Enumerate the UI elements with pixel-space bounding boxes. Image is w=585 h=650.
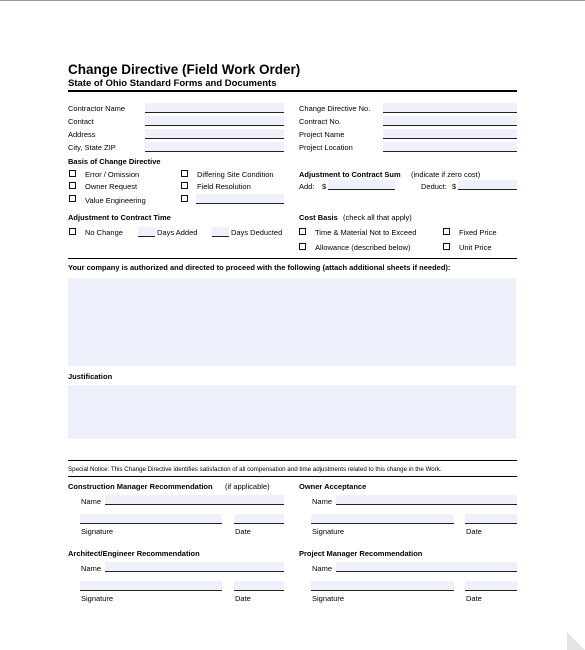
owner-name-field[interactable] [336, 495, 517, 505]
form-title: Change Directive (Field Work Order) [68, 62, 301, 77]
address-field[interactable] [145, 129, 284, 139]
error-omission-checkbox[interactable] [69, 170, 76, 177]
ae-heading: Architect/Engineer Recommendation [68, 549, 200, 558]
form-subtitle: State of Ohio Standard Forms and Documents [68, 78, 277, 89]
cost-basis-heading: Cost Basis [299, 213, 338, 222]
special-notice: Special Notice: This Change Directive identifies satisfaction of all compensation and time adjustments related to this change in the Work. [68, 466, 442, 473]
authorization-text-area[interactable] [68, 278, 516, 366]
no-change-label: No Change [85, 228, 123, 237]
project-name-field[interactable] [383, 129, 517, 139]
page-curl [567, 632, 585, 650]
owner-request-checkbox[interactable] [69, 182, 76, 189]
differing-site-condition-label: Differing Site Condition [197, 170, 274, 179]
deduct-currency: $ [452, 182, 457, 191]
pm-heading: Project Manager Recommendation [299, 549, 423, 558]
project-location-label: Project Location [299, 143, 353, 152]
contact-label: Contact [68, 117, 94, 126]
owner-signature-label: Signature [312, 527, 345, 536]
ae-signature-field[interactable] [80, 581, 222, 591]
other-basis-field[interactable] [196, 194, 284, 204]
header-rule [68, 90, 517, 92]
authorization-heading: Your company is authorized and directed to proceed with the following (attach additional sheets if needed): [68, 263, 451, 272]
time-material-label: Time & Material Not to Exceed [315, 228, 417, 237]
cost-basis-note: (check all that apply) [343, 213, 412, 222]
page-edge [0, 0, 585, 1]
pm-date-field[interactable] [465, 581, 517, 591]
add-amount-field[interactable] [328, 180, 395, 190]
days-added-field[interactable] [138, 227, 155, 237]
contract-no-label: Contract No. [299, 117, 342, 126]
pm-name-field[interactable] [336, 562, 517, 572]
unit-price-label: Unit Price [459, 243, 492, 252]
cm-date-field[interactable] [234, 514, 284, 524]
justification-text-area[interactable] [68, 385, 516, 439]
add-currency: $ [322, 182, 327, 191]
fixed-price-checkbox[interactable] [443, 228, 450, 235]
owner-request-label: Owner Request [85, 182, 138, 191]
justification-heading: Justification [68, 372, 113, 381]
basis-heading: Basis of Change Directive [68, 157, 161, 166]
fixed-price-label: Fixed Price [459, 228, 497, 237]
owner-date-field[interactable] [465, 514, 517, 524]
add-label: Add: [299, 182, 315, 191]
deduct-amount-field[interactable] [458, 180, 517, 190]
pm-name-label: Name [312, 564, 333, 573]
pm-signature-field[interactable] [311, 581, 454, 591]
error-omission-label: Error / Omission [85, 170, 140, 179]
notice-bottom-rule [68, 476, 517, 477]
cm-name-label: Name [81, 497, 102, 506]
days-deducted-label: Days Deducted [231, 228, 283, 237]
change-directive-no-field[interactable] [383, 103, 517, 113]
days-deducted-field[interactable] [212, 227, 229, 237]
days-added-label: Days Added [157, 228, 198, 237]
allowance-label: Allowance (described below) [315, 243, 411, 252]
contract-no-field[interactable] [383, 116, 517, 126]
ae-date-label: Date [235, 594, 251, 603]
cm-note: (if applicable) [225, 482, 270, 491]
other-basis-checkbox[interactable] [181, 195, 188, 202]
value-engineering-checkbox[interactable] [69, 195, 76, 202]
city-state-zip-label: City, State ZIP [68, 143, 116, 152]
time-heading: Adjustment to Contract Time [68, 213, 171, 222]
owner-heading: Owner Acceptance [299, 482, 367, 491]
notice-top-rule [68, 460, 517, 461]
field-resolution-checkbox[interactable] [181, 182, 188, 189]
time-material-checkbox[interactable] [299, 228, 306, 235]
cm-name-field[interactable] [105, 495, 284, 505]
address-label: Address [68, 130, 96, 139]
ae-signature-label: Signature [81, 594, 114, 603]
cm-heading: Construction Manager Recommendation [68, 482, 213, 491]
contractor-name-field[interactable] [145, 103, 284, 113]
sum-heading: Adjustment to Contract Sum [299, 170, 401, 179]
ae-name-field[interactable] [105, 562, 284, 572]
city-state-zip-field[interactable] [145, 142, 284, 152]
project-location-field[interactable] [383, 142, 517, 152]
pm-signature-label: Signature [312, 594, 345, 603]
cm-signature-label: Signature [81, 527, 114, 536]
owner-signature-field[interactable] [311, 514, 454, 524]
owner-date-label: Date [466, 527, 482, 536]
cm-date-label: Date [235, 527, 251, 536]
field-resolution-label: Field Resolution [197, 182, 251, 191]
value-engineering-label: Value Engineering [85, 196, 146, 205]
differing-site-condition-checkbox[interactable] [181, 170, 188, 177]
contact-field[interactable] [145, 116, 284, 126]
pm-date-label: Date [466, 594, 482, 603]
allowance-checkbox[interactable] [299, 243, 306, 250]
project-name-label: Project Name [299, 130, 345, 139]
change-directive-no-label: Change Directive No. [299, 104, 371, 113]
owner-name-label: Name [312, 497, 333, 506]
contractor-name-label: Contractor Name [68, 104, 126, 113]
authorization-rule [68, 258, 517, 259]
deduct-label: Deduct: [421, 182, 447, 191]
unit-price-checkbox[interactable] [443, 243, 450, 250]
cm-signature-field[interactable] [80, 514, 222, 524]
ae-name-label: Name [81, 564, 102, 573]
no-change-checkbox[interactable] [69, 228, 76, 235]
ae-date-field[interactable] [234, 581, 284, 591]
sum-note: (indicate if zero cost) [411, 170, 481, 179]
